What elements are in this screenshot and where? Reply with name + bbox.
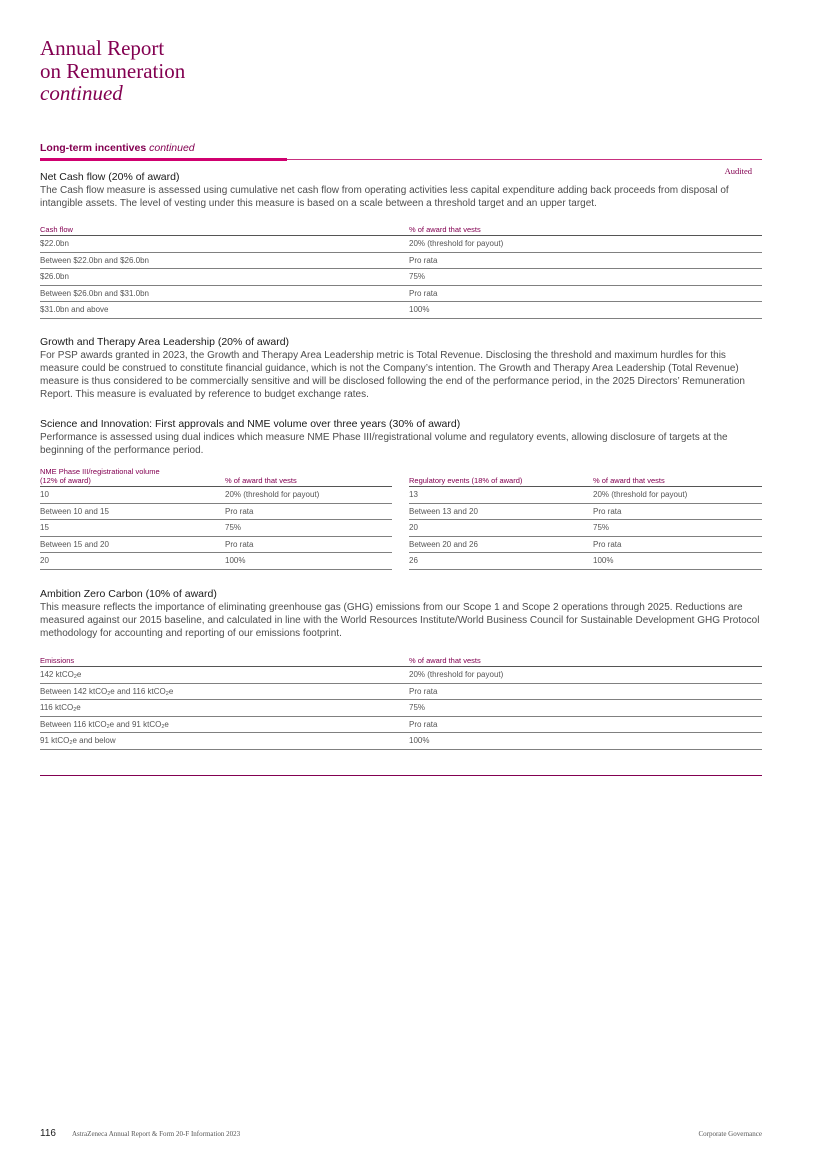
carbon-section <box>40 588 762 640</box>
table-cell: Pro rata <box>593 503 762 520</box>
section-accent-bar <box>40 158 287 161</box>
table-cell: Between 10 and 15 <box>40 503 225 520</box>
table-cell: Between 13 and 20 <box>409 503 593 520</box>
table-header-row <box>40 225 762 236</box>
page-title-line2: on Remuneration <box>40 58 186 83</box>
table-header-row <box>40 467 392 487</box>
table-cell: Between 116 ktCO$_2$e and 91 ktCO$_2$e <box>40 716 409 733</box>
table-row <box>40 236 762 253</box>
table-cell: Pro rata <box>409 716 762 733</box>
table-row <box>40 667 762 684</box>
page-title-line1: Annual Report <box>40 36 165 60</box>
table-cell: 142 ktCO$_2$e <box>40 667 409 684</box>
carbon-body: This measure reflects the importance of eliminating greenhouse gas (GHG) emissions from our Scope 1 and Scope 2 operations through 2025. Reductions are measured against our 2015 baseline, and calculated in line with the World Resources Institute/World Business Council for Sustainable Development GHG Protocol methodology for accounting and reporting of our emissions footprint. <box>40 602 760 639</box>
science-body: Performance is assessed using dual indices which measure NME Phase III/registrational volume and regulatory events, allowing disclosure of targets at the beginning of the performance period. <box>40 432 728 456</box>
table-row <box>40 700 762 717</box>
table-cell: Pro rata <box>409 683 762 700</box>
table-cell: Pro rata <box>225 503 392 520</box>
table-row <box>409 503 762 520</box>
table-cell: 100% <box>593 553 762 570</box>
table-cell: 75% <box>225 520 392 537</box>
table-cell: 91 ktCO$_2$e and below <box>40 733 409 750</box>
growth-body: For PSP awards granted in 2023, the Growth and Therapy Area Leadership metric is Total Revenue. Disclosing the threshold and maximum hurdles for this measure could be construed to constitute financial guidance, which is not the Company’s intention. The Growth and Therapy Area Leadership (Total Revenue) measure is thus considered to be commercially sensitive and will be disclosed following the end of the performance period, in the 2025 Directors’ Remuneration Report. This measure is evaluated by reference to budget exchange rates. <box>40 350 745 400</box>
table-cell: 13 <box>409 487 593 504</box>
column-header: Emissions <box>40 656 409 667</box>
table-row <box>40 553 392 570</box>
table-cell: Pro rata <box>225 536 392 553</box>
table-cell: 100% <box>225 553 392 570</box>
table-row <box>40 520 392 537</box>
table-cell: $31.0bn and above <box>40 302 409 319</box>
table-cell: 75% <box>593 520 762 537</box>
table-cell: 20% (threshold for payout) <box>409 236 762 253</box>
regulatory-header: Regulatory events (18% of award) <box>409 476 523 485</box>
column-header: % of award that vests <box>225 467 392 487</box>
table-row <box>40 269 762 286</box>
cash-flow-table <box>40 225 762 319</box>
table-cell: Between $26.0bn and $31.0bn <box>40 285 409 302</box>
table-cell: 10 <box>40 487 225 504</box>
audited-label: Audited <box>724 166 752 176</box>
table-cell: 75% <box>409 700 762 717</box>
table-cell: 20% (threshold for payout) <box>593 487 762 504</box>
table-cell: 26 <box>409 553 593 570</box>
carbon-heading: Ambition Zero Carbon (10% of award) <box>40 588 217 600</box>
table-cell: 15 <box>40 520 225 537</box>
table-cell: 75% <box>409 269 762 286</box>
column-header <box>40 467 225 487</box>
table-row <box>409 520 762 537</box>
column-header <box>409 467 593 487</box>
column-header: % of award that vests <box>409 225 762 236</box>
section-heading <box>40 141 762 160</box>
table-row <box>40 536 392 553</box>
table-row <box>40 252 762 269</box>
table-row <box>40 302 762 319</box>
table-cell: 20% (threshold for payout) <box>225 487 392 504</box>
table-cell: 100% <box>409 733 762 750</box>
table-cell: 20 <box>40 553 225 570</box>
table-cell: Pro rata <box>593 536 762 553</box>
nme-header-line1: NME Phase III/registrational volume <box>40 467 160 476</box>
page-title-continued: continued <box>40 81 123 105</box>
column-header: % of award that vests <box>593 467 762 487</box>
table-cell: Between 142 ktCO$_2$e and 116 ktCO$_2$e <box>40 683 409 700</box>
regulatory-header-spacer <box>409 467 593 476</box>
table-row <box>40 285 762 302</box>
science-section <box>40 418 762 457</box>
publication-title: AstraZeneca Annual Report & Form 20-F Information 2023 <box>72 1130 241 1138</box>
table-header-row <box>409 467 762 487</box>
table-row <box>409 487 762 504</box>
table-cell: 100% <box>409 302 762 319</box>
table-cell: Between $22.0bn and $26.0bn <box>40 252 409 269</box>
table-cell: Between 15 and 20 <box>40 536 225 553</box>
table-cell: Between 20 and 26 <box>409 536 593 553</box>
table-cell: $22.0bn <box>40 236 409 253</box>
column-header: Cash flow <box>40 225 409 236</box>
table-cell: Pro rata <box>409 252 762 269</box>
section-label: Long-term incentives <box>40 142 147 154</box>
page-number: 116 <box>40 1128 56 1139</box>
cash-flow-section <box>40 171 762 210</box>
footer-section-name: Corporate Governance <box>698 1130 762 1138</box>
table-row <box>40 716 762 733</box>
cash-flow-body: The Cash flow measure is assessed using cumulative net cash flow from operating activities less capital expenditure adding back proceeds from disposal of intangible assets. The level of vesting under this measure is based on a scale between a threshold target and an upper target. <box>40 185 729 209</box>
table-cell: 20% (threshold for payout) <box>409 667 762 684</box>
table-row <box>40 503 392 520</box>
table-row <box>40 487 392 504</box>
table-cell: $26.0bn <box>40 269 409 286</box>
table-row <box>409 553 762 570</box>
regulatory-events-table <box>409 467 762 570</box>
growth-section <box>40 336 762 401</box>
table-cell: 116 ktCO$_2$e <box>40 700 409 717</box>
table-cell: Pro rata <box>409 285 762 302</box>
table-row <box>409 536 762 553</box>
table-header-row <box>40 656 762 667</box>
cash-flow-heading: Net Cash flow (20% of award) <box>40 171 180 183</box>
table-row <box>40 683 762 700</box>
page-footer <box>40 1128 762 1142</box>
growth-heading: Growth and Therapy Area Leadership (20% of award) <box>40 336 290 348</box>
bottom-divider <box>40 775 762 776</box>
table-row <box>40 733 762 750</box>
section-continued: continued <box>149 142 195 154</box>
nme-volume-table <box>40 467 392 570</box>
table-cell: 20 <box>409 520 593 537</box>
emissions-table <box>40 656 762 750</box>
science-heading: Science and Innovation: First approvals and NME volume over three years (30% of award) <box>40 418 461 430</box>
nme-header-line2: (12% of award) <box>40 476 91 485</box>
column-header: % of award that vests <box>409 656 762 667</box>
page-title <box>40 37 185 105</box>
